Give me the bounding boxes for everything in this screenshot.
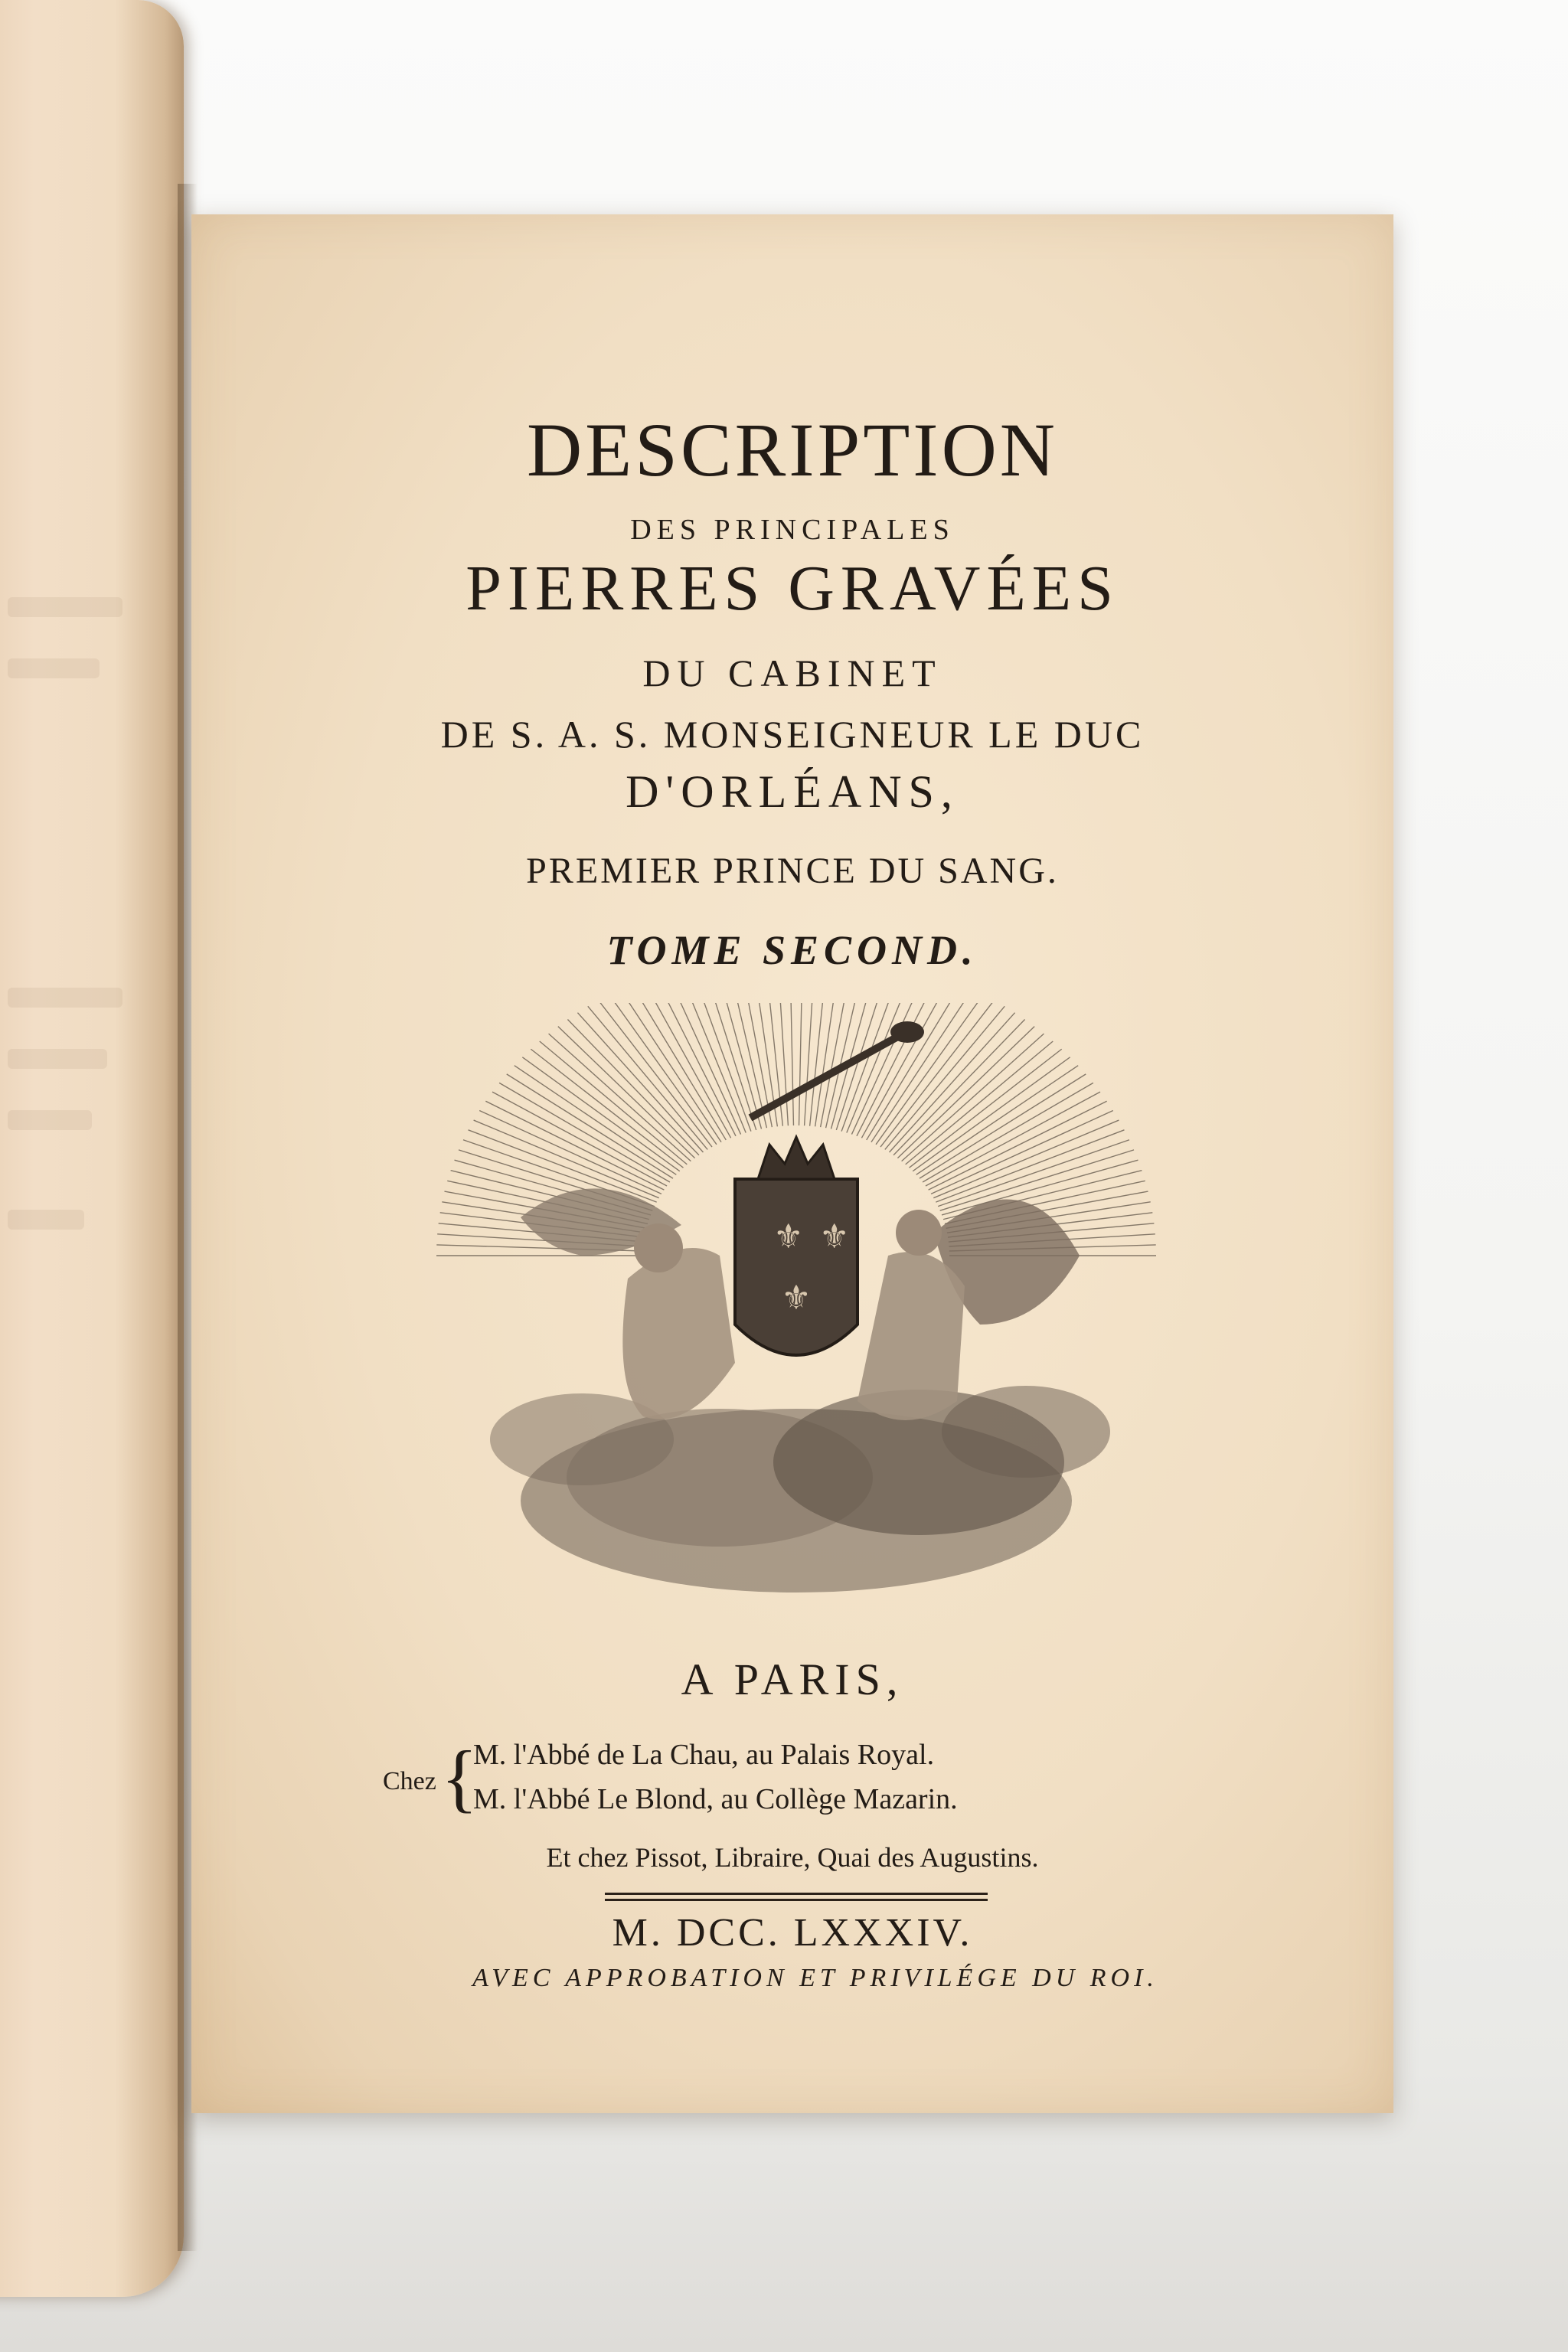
engraving-ray — [810, 1003, 828, 1126]
engraving-ray — [479, 1111, 662, 1194]
engraving-ray — [931, 1111, 1113, 1194]
publisher-line-2: M. l'Abbé Le Blond, au Collège Mazarin. — [473, 1783, 958, 1815]
engraving-ray — [920, 1074, 1086, 1178]
title-line-cabinet: DU CABINET — [642, 652, 942, 694]
engraving-ray — [940, 1150, 1134, 1210]
svg-text:⚜: ⚜ — [781, 1279, 812, 1318]
engraving-ray — [609, 1003, 716, 1145]
volume-label: TOME SECOND. — [606, 927, 978, 973]
engraving-ray — [938, 1140, 1129, 1207]
bookseller-line: Et chez Pissot, Libraire, Quai des Augustins. — [546, 1842, 1039, 1873]
title-page — [191, 214, 1393, 2113]
publisher-line-1: M. l'Abbé de La Chau, au Palais Royal. — [473, 1739, 935, 1771]
show-through-text — [8, 1049, 107, 1069]
engraving-ray — [598, 1003, 712, 1147]
title-line-monseigneur: DE S. A. S. MONSEIGNEUR LE DUC — [440, 713, 1145, 756]
engraving-ray — [642, 1003, 730, 1138]
engraving-ray — [805, 1003, 815, 1125]
title-line-prince: PREMIER PRINCE DU SANG. — [526, 851, 1059, 891]
imprint-place: A PARIS, — [681, 1655, 904, 1704]
show-through-text — [8, 1210, 84, 1230]
engraving-ray — [540, 1041, 688, 1165]
royal-arms-vignette-icon — [429, 1003, 1164, 1615]
engraving-ray — [588, 1006, 707, 1149]
svg-text:⚜: ⚜ — [819, 1217, 850, 1256]
book-title: DESCRIPTION — [526, 407, 1059, 492]
svg-text:⚜: ⚜ — [773, 1217, 804, 1256]
engraving-ray — [549, 1034, 691, 1161]
engraving-ray — [777, 1003, 788, 1125]
show-through-text — [8, 988, 122, 1008]
chez-label: Chez — [383, 1767, 436, 1795]
publishers-block — [383, 1735, 1225, 1830]
show-through-text — [8, 658, 100, 678]
title-line-orleans: D'ORLÉANS, — [626, 766, 959, 817]
double-rule-top — [605, 1893, 988, 1895]
show-through-text — [8, 1110, 92, 1130]
engraving-ray — [799, 1003, 803, 1125]
engraving-ray — [514, 1066, 677, 1175]
engraving-ray — [916, 1066, 1079, 1175]
engraving-ray — [790, 1003, 794, 1125]
brace-icon: { — [441, 1735, 478, 1820]
engraving-ray — [876, 1003, 983, 1145]
privilege-line: AVEC APPROBATION ET PRIVILÉGE DU ROI. — [472, 1964, 1158, 1992]
engraving-ray — [906, 1041, 1054, 1165]
engraving-ray — [507, 1074, 673, 1178]
facing-page-edge — [0, 0, 184, 2297]
imprint-year: M. DCC. LXXXIV. — [612, 1911, 973, 1955]
double-rule-bottom — [605, 1899, 988, 1901]
engraving-ray — [902, 1034, 1044, 1161]
book-title-secondary: PIERRES GRAVÉES — [466, 553, 1119, 624]
book-subtitle: DES PRINCIPALES — [630, 514, 955, 546]
show-through-text — [8, 597, 122, 617]
